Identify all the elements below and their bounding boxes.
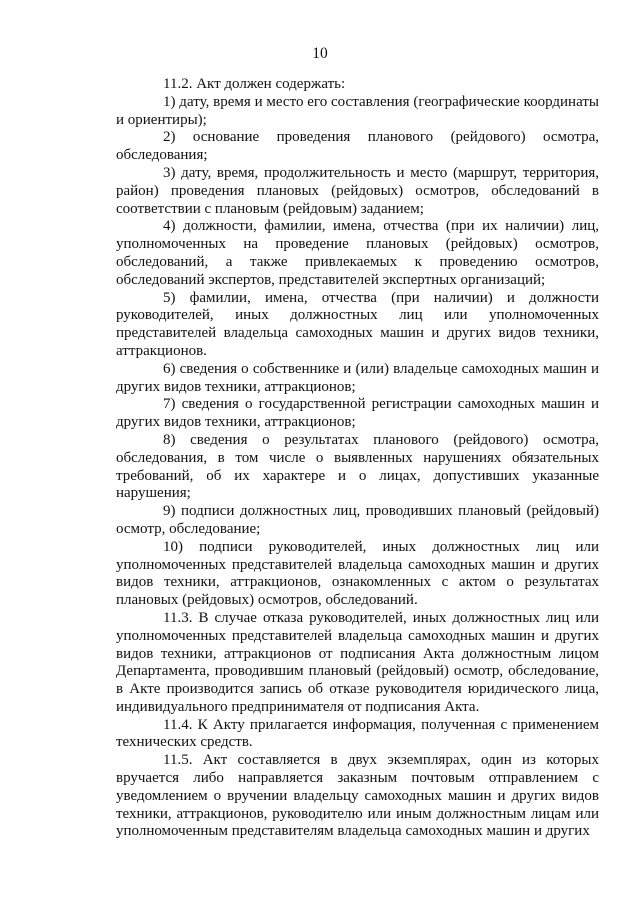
- paragraph-item-3: 3) дату, время, продолжительность и место (маршрут, территория, район) проведения плановых (рейдовых) осмотров, обследований в соответствии с плановым (рейдовым) заданием;: [116, 164, 599, 217]
- paragraph-item-7: 7) сведения о государственной регистрации самоходных машин и других видов техники, аттракционов;: [116, 396, 599, 431]
- paragraph-11-4: 11.4. К Акту прилагается информация, полученная с применением технических средств.: [116, 716, 599, 751]
- paragraph-item-8: 8) сведения о результатах планового (рейдового) осмотра, обследования, в том числе о выявленных нарушениях обязательных требований, об их характере и о лицах, допустивших указанные нарушения;: [116, 431, 599, 502]
- paragraph-11-2: 11.2. Акт должен содержать:: [163, 76, 346, 92]
- paragraph-item-5: 5) фамилии, имена, отчества (при наличии) и должности руководителей, иных должностных лиц или уполномоченных представителей владельца самоходных машин и других видов техники, аттракционов.: [116, 289, 599, 359]
- paragraph-item-9: 9) подписи должностных лиц, проводивших плановый (рейдовый) осмотр, обследование;: [116, 503, 599, 537]
- document-body: [116, 76, 599, 841]
- paragraph-item-2: 2) основание проведения планового (рейдового) осмотра, обследования;: [116, 129, 599, 164]
- page-number: 10: [312, 45, 328, 62]
- paragraph-11-5: 11.5. Акт составляется в двух экземплярах, один из которых вручается либо направляется заказным почтовым отправлением с уведомлением о вручении владельцу самоходных машин и других видов техники, аттракционов, руководителю или иным должностным лицам или уполномоченным представителям владельца самоходных машин и других: [116, 752, 599, 840]
- paragraph-item-10: 10) подписи руководителей, иных должностных лиц или уполномоченных представителей владельца самоходных машин и других видов техники, аттракционов, ознакомленных с актом о результатах плановых (рейдовых) осмотров, обследований.: [116, 538, 599, 609]
- paragraph-item-6: 6) сведения о собственнике и (или) владельце самоходных машин и других видов техники, аттракционов;: [116, 360, 599, 395]
- paragraph-item-4: 4) должности, фамилии, имена, отчества (при их наличии) лиц, уполномоченных на проведение плановых (рейдовых) осмотров, обследований, а также привлекаемых к проведению осмотров, обследований экспертов, представителей экспертных организаций;: [116, 218, 599, 288]
- paragraph-11-3: 11.3. В случае отказа руководителей, иных должностных лиц или уполномоченных представителей владельца самоходных машин и других видов техники, аттракционов от подписания Акта должностным лицом Департамента, проводившим плановый (рейдовый) осмотр, обследование, в Акте производится запись об отказе руководителя юридического лица, индивидуального предпринимателя от подписания Акта.: [116, 609, 599, 715]
- paragraph-item-1: 1) дату, время и место его составления (географические координаты и ориентиры);: [116, 93, 599, 128]
